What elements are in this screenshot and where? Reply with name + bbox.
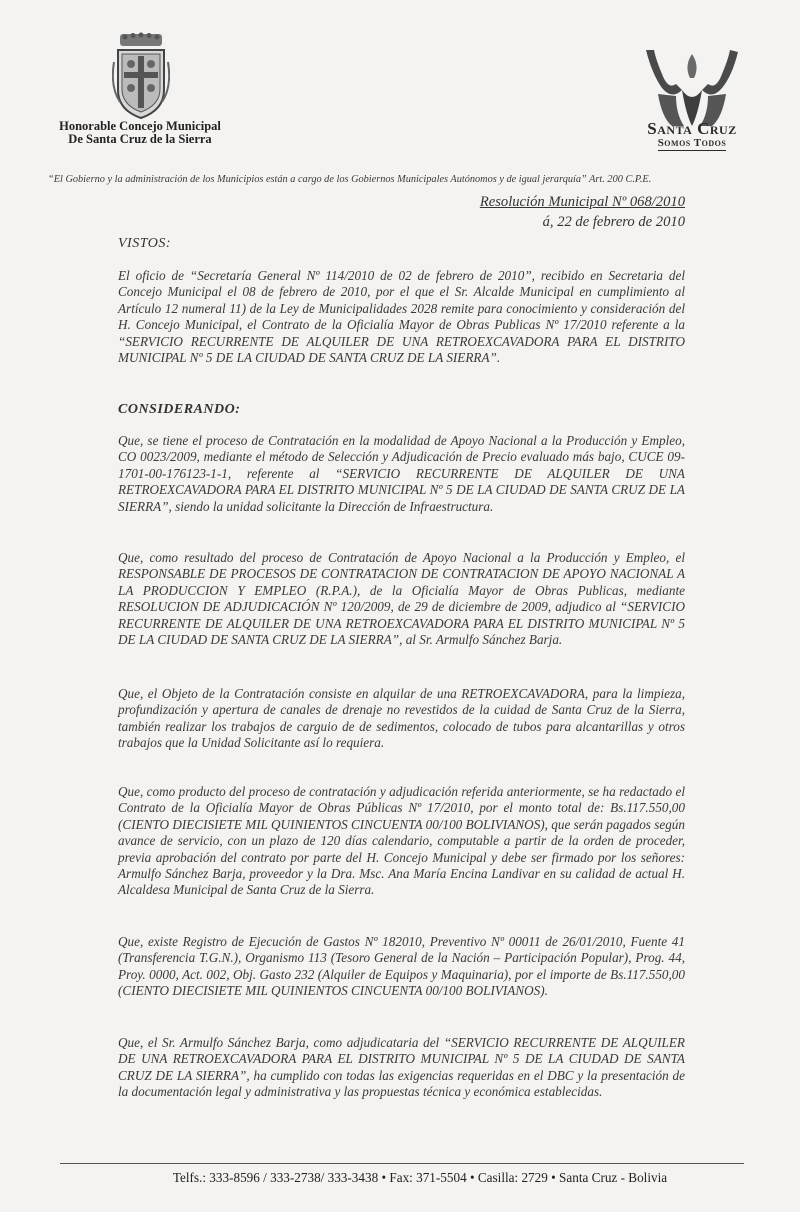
resolution-date: á, 22 de febrero de 2010 <box>542 214 685 230</box>
council-line-1: Honorable Concejo Municipal <box>59 119 221 133</box>
brand-tagline-text: Somos Todos <box>657 137 727 149</box>
paragraph-vistos: El oficio de “Secretaría General Nº 114/2010 de 02 de febrero de 2010”, recibido en Secretaria del Concejo Municipal el 08 de febrero de 2010, por el que el Sr. Alcalde Municipal en cumplimiento al Artículo 12 numeral 11) de la Ley de Municipalidades 2028 remite para conocimiento y consideración del H. Concejo Municipal, el Contrato de la Oficialía Mayor de Obras Publicas Nº 17/2010 referente a la “SERVICIO RECURRENTE DE ALQUILER DE UNA RETROEXCAVADORA PARA EL DISTRITO MUNICIPAL Nº 5 DE LA CIUDAD DE SANTA CRUZ DE LA SIERRA”. <box>118 268 685 366</box>
section-heading-considerando: CONSIDERANDO: <box>118 402 241 417</box>
santa-cruz-logo-icon <box>632 44 752 130</box>
footer-contact: Telfs.: 333-8596 / 333-2738/ 333-3438 • Fax: 371-5504 • Casilla: 2729 • Santa Cruz - Bolivia <box>172 1170 668 1185</box>
council-name <box>40 120 240 146</box>
paragraph-considerando-3: Que, el Objeto de la Contratación consiste en alquilar de una RETROEXCAVADORA, para la limpieza, profundización y apertura de canales de drenaje no revestidos de la cuidad de Santa Cruz de la Sierra, también realizar los trabajos de carguio de de sedimentos, colocado de tubos para alcantarillas y otros trabajos que la Unidad Solicitante así lo requiera. <box>118 686 685 751</box>
paragraph-considerando-4: Que, como producto del proceso de contratación y adjudicación referida anteriormente, se ha redactado el Contrato de la Oficialía Mayor de Obras Públicas Nº 17/2010, por el monto total de: Bs.117.550,00 (CIENTO DIECISIETE MIL QUINIENTOS CINCUENTA 00/100 BOLIVIANOS), que serán pagados según avance de servicio, con un plazo de 120 días calendario, computable a partir de la orden de proceder, previa aprobación del contrato por parte del H. Concejo Municipal y debe ser firmado por los señores: Armulfo Sánchez Barja, proveedor y la Dra. Msc. Ana María Encina Landivar en su calidad de actual H. Alcaldesa Municipal de Santa Cruz de la Sierra. <box>118 784 685 898</box>
council-line-2: De Santa Cruz de la Sierra <box>68 132 212 146</box>
section-heading-vistos: VISTOS: <box>118 236 172 251</box>
brand-name: Santa Cruz <box>647 119 737 138</box>
footer-divider <box>60 1163 744 1164</box>
paragraph-considerando-6: Que, el Sr. Armulfo Sánchez Barja, como adjudicataria del “SERVICIO RECURRENTE DE ALQUILER DE UNA RETROEXCAVADORA PARA EL DISTRITO MUNICIPAL Nº 5 DE LA CIUDAD DE SANTA CRUZ DE LA SIERRA”, ha cumplido con todas las exigencias requeridas en el DBC y la presentación de la documentación legal y administrativa y las propuestas técnica y económica establecidas. <box>118 1035 685 1100</box>
paragraph-considerando-5: Que, existe Registro de Ejecución de Gastos Nº 182010, Preventivo Nº 00011 de 26/01/2010, Fuente 41 (Transferencia T.G.N.), Organismo 113 (Tesoro General de la Nación – Participación Popular), Prog. 44, Proy. 0000, Act. 002, Obj. Gasto 232 (Alquiler de Equipos y Maquinaria), por el importe de Bs.117.550,00 (CIENTO DIECISIETE MIL QUINIENTOS CINCUENTA 00/100 BOLIVIANOS). <box>118 934 685 999</box>
municipal-crest-icon <box>112 32 170 120</box>
brand-tagline <box>624 137 760 149</box>
paragraph-considerando-2: Que, como resultado del proceso de Contratación de Apoyo Nacional a la Producción y Empleo, el RESPONSABLE DE PROCESOS DE CONTRATACION DE CONTRATACION DE APOYO NACIONAL A LA PRODUCCION Y EMPLEO (R.P.A.), de la Oficialía Mayor de Obras Publicas, mediante RESOLUCION DE ADJUDICACIÓN Nº 120/2009, de 29 de diciembre de 2009, adjudico al “SERVICIO RECURRENTE DE ALQUILER DE UNA RETROEXCAVADORA PARA EL DISTRITO MUNICIPAL Nº 5 DE LA CIUDAD DE SANTA CRUZ DE LA SIERRA”, al Sr. Armulfo Sánchez Barja. <box>118 550 685 648</box>
constitution-motto: “El Gobierno y la administración de los Municipios están a cargo de los Gobiernos Municipales Autónomos y de igual jerarquía” Art. 200 C.P.E. <box>48 174 652 185</box>
paragraph-considerando-1: Que, se tiene el proceso de Contratación en la modalidad de Apoyo Nacional a la Producción y Empleo, CO 0023/2009, mediante el método de Selección y Adjudicación de Precio evaluado más bajo, CUCE 09-1701-00-176123-1-1, referente al “SERVICIO RECURRENTE DE ALQUILER DE UNA RETROEXCAVADORA PARA EL DISTRITO MUNICIPAL Nº 5 DE LA CIUDAD DE SANTA CRUZ DE LA SIERRA”, siendo la unidad solicitante la Dirección de Infraestructura. <box>118 433 685 514</box>
resolution-title: Resolución Municipal Nº 068/2010 <box>479 194 685 210</box>
